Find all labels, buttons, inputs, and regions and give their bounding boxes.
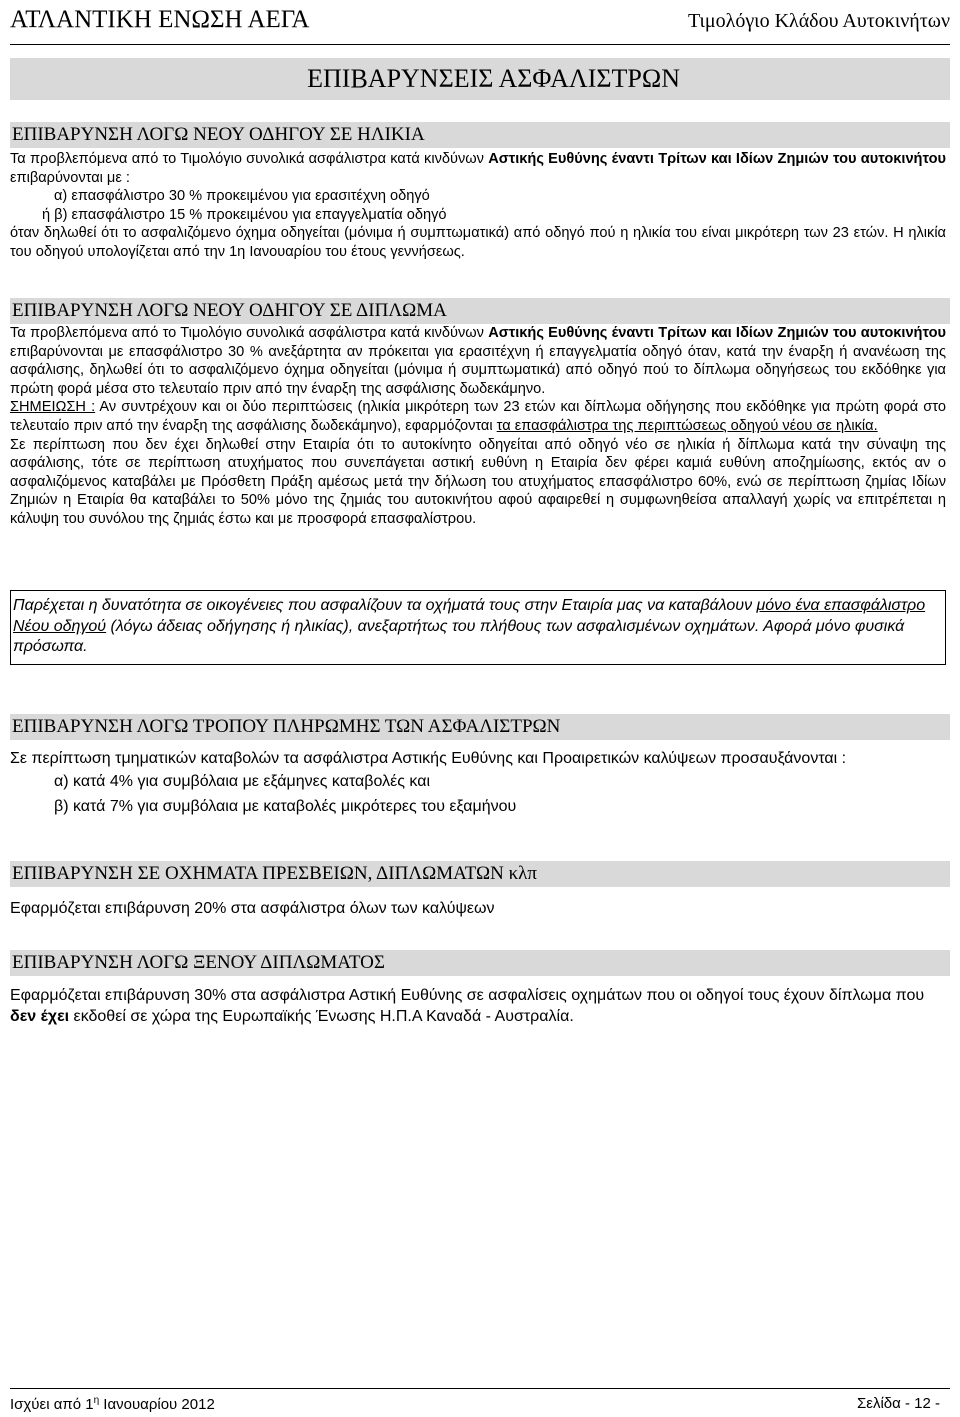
age-item-b: ή β) επασφάλιστρο 15 % προκειμένου για επαγγελματία οδηγό <box>42 206 447 223</box>
document-title: Τιμολόγιο Κλάδου Αυτοκινήτων <box>688 10 950 32</box>
license-paragraph-3: Σε περίπτωση που δεν έχει δηλωθεί στην Εταιρία ότι το αυτοκίνητο οδηγείται από οδηγό νέο σε ηλικία ή δίπλωμα κατά την σύναψη της ασφάλισης, τότε σε περίπτωση ατυχήματος που συνεπάγεται αστική ευθύνη η Εταιρία δεν φέρει καμιά ευθύνη αποζημίωσης, εκτός αν ο ασφαλιζόμενος καταβάλει με Πρόσθετη Πράξη αμέσως μετά την δήλωση του ατυχήματος επασφάλιστρο 60%, ενώ σε περίπτωση ζημίας Ιδίων Ζημιών η Εταιρία θα καταβάλει το 50% μόνο της ζημιάς του αυτοκινήτου αφού αφαιρεθεί η συμφωνηθείσα απαλλαγή χωρίς να επιτρέπεται η κάλυψη του συνόλου της ζημιάς έστω και με προσφορά επασφαλίστρου. <box>10 436 946 527</box>
section-title-license: ΕΠΙΒΑΡΥΝΣΗ ΛΟΓΩ ΝΕΟΥ ΟΔΗΓΟΥ ΣΕ ΔΙΠΛΩΜΑ <box>12 300 447 321</box>
section-body-payment <box>10 748 946 817</box>
main-title: ΕΠΙΒΑΡΥΝΣΕΙΣ ΑΣΦΑΛΙΣΤΡΩΝ <box>307 64 680 93</box>
section-heading-bar-license <box>10 298 950 324</box>
page-number: Σελίδα - 12 - <box>857 1395 940 1412</box>
section-title-foreign: ΕΠΙΒΑΡΥΝΣΗ ΛΟΓΩ ΞΕΝΟΥ ΔΙΠΛΩΜΑΤΟΣ <box>12 952 385 973</box>
age-paragraph-1: Τα προβλεπόμενα από το Τιμολόγιο συνολικά ασφάλιστρα κατά κινδύνων Αστικής Ευθύνης έναντι Τρίτων και Ιδίων Ζημιών του αυτοκινήτου επιβαρύνονται με : <box>10 151 946 186</box>
section-body-age <box>10 150 946 262</box>
company-name: ΑΤΛΑΝΤΙΚΗ ΕΝΩΣΗ ΑΕΓΑ <box>10 6 310 33</box>
page-header <box>10 0 950 45</box>
section-body-embassy <box>10 898 946 919</box>
page-footer <box>10 1388 950 1413</box>
main-title-banner <box>10 58 950 100</box>
family-offer-box: Παρέχεται η δυνατότητα σε οικογένειες που ασφαλίζουν τα οχήματά τους στην Εταιρία μας να καταβάλουν μόνο ένα επασφάλιστρο Νέου οδηγού (λόγω άδειας οδήγησης ή ηλικίας), ανεξαρτήτως του πλήθους των ασφαλισμένων οχημάτων. Αφορά μόνο φυσικά πρόσωπα. <box>10 590 946 665</box>
note-label: ΣΗΜΕΙΩΣΗ : <box>10 399 96 416</box>
license-paragraph-1: Τα προβλεπόμενα από το Τιμολόγιο συνολικά ασφάλιστρα κατά κινδύνων Αστικής Ευθύνης έναντι Τρίτων και Ιδίων Ζημιών του αυτοκινήτου επιβαρύνονται με επασφάλιστρο 30 % ανεξάρτητα αν πρόκειται για ερασιτέχνη ή επαγγελματία οδηγό όταν, κατά την έναρξη ή ανανέωση της ασφάλισης, δηλωθεί ότι το ασφαλιζόμενο όχημα οδηγείται (μόνιμα ή συμπτωματικά) από οδηγό πού το δίπλωμα οδηγήσεως του εκδόθηκε για πρώτη φορά μέσα στο τελευταίο πριν από την έναρξη της ασφάλισης δωδεκάμηνο. <box>10 325 946 397</box>
payment-item-a: α) κατά 4% για συμβόλαια με εξάμηνες καταβολές και <box>54 773 430 790</box>
embassy-paragraph: Εφαρμόζεται επιβάρυνση 20% στα ασφάλιστρα όλων των καλύψεων <box>10 900 495 917</box>
section-heading-bar-foreign <box>10 950 950 976</box>
section-heading-bar-age <box>10 122 950 148</box>
section-heading-bar-embassy <box>10 861 950 887</box>
payment-item-b: β) κατά 7% για συμβόλαια με καταβολές μικρότερες του εξαμήνου <box>54 798 517 815</box>
foreign-paragraph: Εφαρμόζεται επιβάρυνση 30% στα ασφάλιστρα Αστική Ευθύνης σε ασφαλίσεις οχημάτων που οι οδηγοί τους έχουν δίπλωμα που δεν έχει εκδοθεί σε χώρα της Ευρωπαϊκής Ένωσης Η.Π.Α Καναδά - Αυστραλία. <box>10 987 925 1025</box>
section-title-embassy: ΕΠΙΒΑΡΥΝΣΗ ΣΕ ΟΧΗΜΑΤΑ ΠΡΕΣΒΕΙΩΝ, ΔΙΠΛΩΜΑΤΩΝ κλπ <box>12 863 537 884</box>
effective-date: Ισχύει από $1^\eta$ Ιανουαρίου 2012 <box>10 1395 215 1413</box>
section-body-license <box>10 324 946 529</box>
section-heading-bar-payment <box>10 714 950 740</box>
section-title-age: ΕΠΙΒΑΡΥΝΣΗ ΛΟΓΩ ΝΕΟΥ ΟΔΗΓΟΥ ΣΕ ΗΛΙΚΙΑ <box>12 124 425 145</box>
age-item-a: α) επασφάλιστρο 30 % προκειμένου για ερασιτέχνη οδηγό <box>54 188 430 205</box>
section-title-payment: ΕΠΙΒΑΡΥΝΣΗ ΛΟΓΩ ΤΡΟΠΟΥ ΠΛΗΡΩΜΗΣ ΤΩΝ ΑΣΦΑΛΙΣΤΡΩΝ <box>12 716 561 737</box>
license-note: ΣΗΜΕΙΩΣΗ : Αν συντρέχουν και οι δύο περιπτώσεις (ηλικία μικρότερη των 23 ετών και δίπλωμα οδήγησης που εκδόθηκε για πρώτη φορά στο τελευταίο πριν από την έναρξη της ασφάλισης δωδεκάμηνο), εφαρμόζονται τα επασφάλιστρα της περιπτώσεως οδηγού νέου σε ηλικία. <box>10 399 946 434</box>
age-paragraph-2: όταν δηλωθεί ότι το ασφαλιζόμενο όχημα οδηγείται (μόνιμα ή συμπτωματικά) από οδηγό πού η ηλικία του είναι μικρότερη των 23 ετών. Η ηλικία του οδηγού υπολογίζεται από την 1η Ιανουαρίου του έτους γεννήσεως. <box>10 225 946 260</box>
section-body-foreign <box>10 985 946 1027</box>
payment-paragraph: Σε περίπτωση τμηματικών καταβολών τα ασφάλιστρα Αστικής Ευθύνης και Προαιρετικών καλύψεων προσαυξάνονται : <box>10 750 847 767</box>
